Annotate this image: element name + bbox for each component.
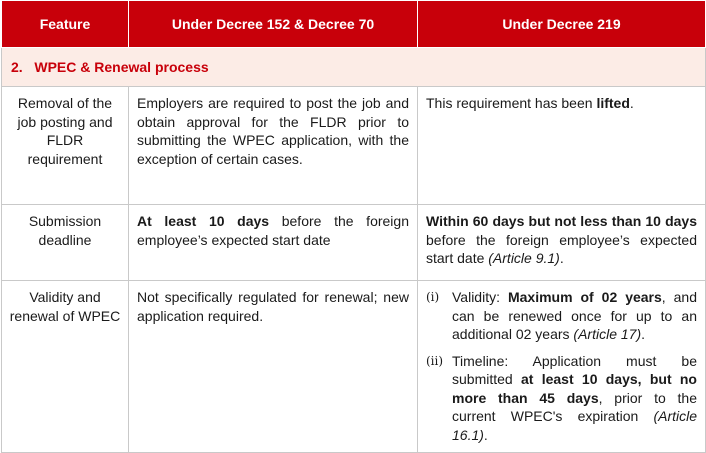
old-rule-text: before the foreign employee’s expected start date bbox=[137, 213, 409, 248]
feature-cell: Removal of the job posting and FLDR requirement bbox=[2, 87, 129, 205]
decree-comparison-table bbox=[1, 0, 706, 453]
section-title: WPEC & Renewal process bbox=[34, 58, 209, 75]
article-reference: (Article 16.1) bbox=[452, 408, 697, 443]
article-reference: (Article 17) bbox=[573, 326, 642, 342]
item-text: , prior to the current WPEC's expiration bbox=[452, 389, 698, 424]
old-rule-cell bbox=[129, 205, 418, 281]
new-rule-end: . bbox=[559, 250, 564, 266]
item-number: (i) bbox=[426, 290, 440, 304]
item-body bbox=[452, 352, 697, 445]
feature-cell: Validity and renewal of WPEC bbox=[2, 281, 129, 453]
item-end: . bbox=[483, 426, 488, 443]
section-heading bbox=[2, 48, 706, 87]
list-item bbox=[426, 352, 697, 445]
item-number: (ii) bbox=[426, 353, 444, 368]
header-decree-219: Under Decree 219 bbox=[418, 1, 706, 48]
header-decree-152-70: Under Decree 152 & Decree 70 bbox=[129, 1, 418, 48]
item-lead: Validity: bbox=[452, 289, 508, 305]
section-row bbox=[2, 48, 706, 87]
new-rule-emphasis: Within 60 days but not less than 10 days bbox=[426, 213, 697, 229]
item-end: . bbox=[641, 326, 645, 342]
new-rule-cell bbox=[418, 205, 706, 281]
old-rule-emphasis: At least 10 days bbox=[137, 213, 270, 229]
item-emphasis: Maximum of 02 years bbox=[507, 289, 662, 305]
section-number: 2. bbox=[11, 58, 23, 75]
old-rule-cell: Employers are required to post the job and obtain approval for the FLDR prior to submitting the WPEC application, with the exception of certain cases. bbox=[129, 87, 418, 205]
item-lead: Timeline: Application must be submitted bbox=[452, 352, 697, 387]
new-rule-cell bbox=[418, 281, 706, 453]
item-emphasis: at least 10 days, but no more than 45 days bbox=[452, 371, 697, 406]
new-rule-emphasis: lifted bbox=[596, 95, 630, 111]
article-reference: (Article 9.1) bbox=[488, 250, 560, 266]
old-rule-cell: Not specifically regulated for renewal; new application required. bbox=[129, 281, 418, 453]
header-row bbox=[2, 1, 706, 48]
item-body bbox=[452, 288, 697, 344]
new-rule-text: This requirement has been bbox=[426, 95, 597, 111]
feature-cell: Submission deadline bbox=[2, 205, 129, 281]
new-rule-text: before the foreign employee’s expected start date bbox=[426, 231, 697, 266]
header-feature: Feature bbox=[2, 1, 129, 48]
table-row bbox=[2, 281, 706, 453]
table-row bbox=[2, 205, 706, 281]
new-rule-end: . bbox=[629, 95, 634, 111]
item-text: , and can be renewed once for up to an additional 02 years bbox=[452, 289, 698, 342]
new-rule-cell bbox=[418, 87, 706, 205]
table-row bbox=[2, 87, 706, 205]
list-item bbox=[426, 288, 697, 344]
